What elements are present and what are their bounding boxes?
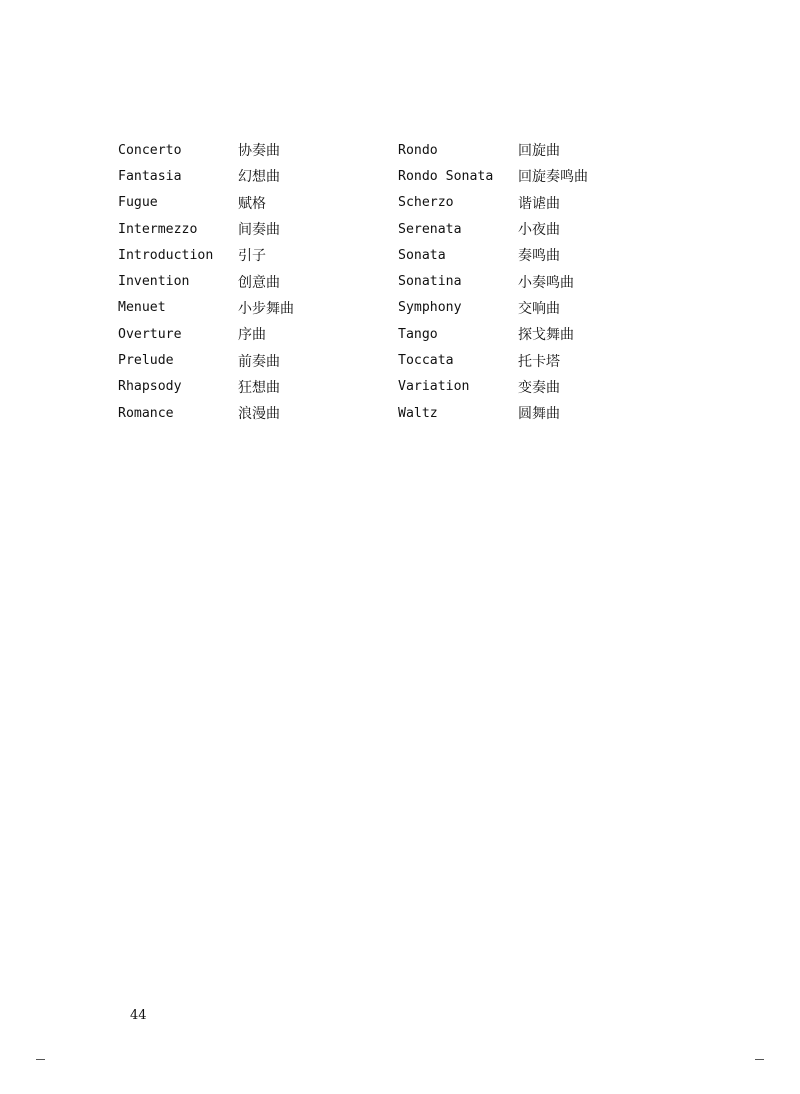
term-chinese-left: 狂想曲: [238, 379, 280, 396]
term-english-left: Invention: [118, 274, 190, 290]
term-chinese-left: 引子: [238, 248, 266, 265]
glossary-row: [118, 268, 618, 294]
term-chinese-left: 协奏曲: [238, 143, 280, 160]
term-english-left: Menuet: [118, 300, 166, 316]
glossary-row: [118, 347, 618, 373]
glossary-row: [118, 163, 618, 189]
crop-mark-right: [755, 1059, 764, 1060]
term-english-right: Scherzo: [398, 195, 454, 211]
music-terms-glossary: [118, 137, 618, 426]
term-chinese-left: 浪漫曲: [238, 406, 280, 423]
term-english-left: Fantasia: [118, 168, 182, 184]
glossary-row: [118, 295, 618, 321]
glossary-row: [118, 321, 618, 347]
term-chinese-right: 探戈舞曲: [518, 327, 574, 344]
term-chinese-left: 创意曲: [238, 274, 280, 291]
term-chinese-left: 序曲: [238, 327, 266, 344]
glossary-row: [118, 400, 618, 426]
term-english-left: Romance: [118, 405, 174, 421]
term-chinese-right: 小夜曲: [518, 222, 560, 239]
crop-mark-left: [36, 1059, 45, 1060]
term-english-right: Sonata: [398, 247, 446, 263]
term-chinese-left: 小步舞曲: [238, 300, 294, 317]
term-chinese-right: 圆舞曲: [518, 406, 560, 423]
glossary-row: [118, 216, 618, 242]
term-chinese-left: 幻想曲: [238, 169, 280, 186]
term-english-left: Introduction: [118, 247, 214, 263]
term-chinese-right: 奏鸣曲: [518, 248, 560, 265]
term-english-left: Intermezzo: [118, 221, 198, 237]
term-english-right: Toccata: [398, 353, 454, 369]
term-english-left: Overture: [118, 326, 182, 342]
term-chinese-right: 回旋曲: [518, 143, 560, 160]
term-chinese-right: 托卡塔: [518, 353, 560, 370]
term-english-left: Prelude: [118, 353, 174, 369]
glossary-row: [118, 137, 618, 163]
term-chinese-left: 间奏曲: [238, 222, 280, 239]
page-number: 44: [130, 1008, 147, 1023]
glossary-row: [118, 190, 618, 216]
term-chinese-right: 小奏鸣曲: [518, 274, 574, 291]
term-chinese-right: 回旋奏鸣曲: [518, 169, 588, 186]
term-chinese-right: 交响曲: [518, 300, 560, 317]
term-english-right: Symphony: [398, 300, 462, 316]
term-english-right: Rondo: [398, 142, 438, 158]
term-english-right: Tango: [398, 326, 438, 342]
term-english-right: Variation: [398, 379, 470, 395]
term-chinese-right: 谐谑曲: [518, 195, 560, 212]
term-english-left: Fugue: [118, 195, 158, 211]
term-english-left: Concerto: [118, 142, 182, 158]
term-chinese-left: 赋格: [238, 195, 266, 212]
term-chinese-right: 变奏曲: [518, 379, 560, 396]
glossary-row: [118, 242, 618, 268]
term-english-left: Rhapsody: [118, 379, 182, 395]
term-english-right: Rondo Sonata: [398, 168, 494, 184]
term-english-right: Sonatina: [398, 274, 462, 290]
glossary-row: [118, 374, 618, 400]
term-chinese-left: 前奏曲: [238, 353, 280, 370]
term-english-right: Waltz: [398, 405, 438, 421]
term-english-right: Serenata: [398, 221, 462, 237]
